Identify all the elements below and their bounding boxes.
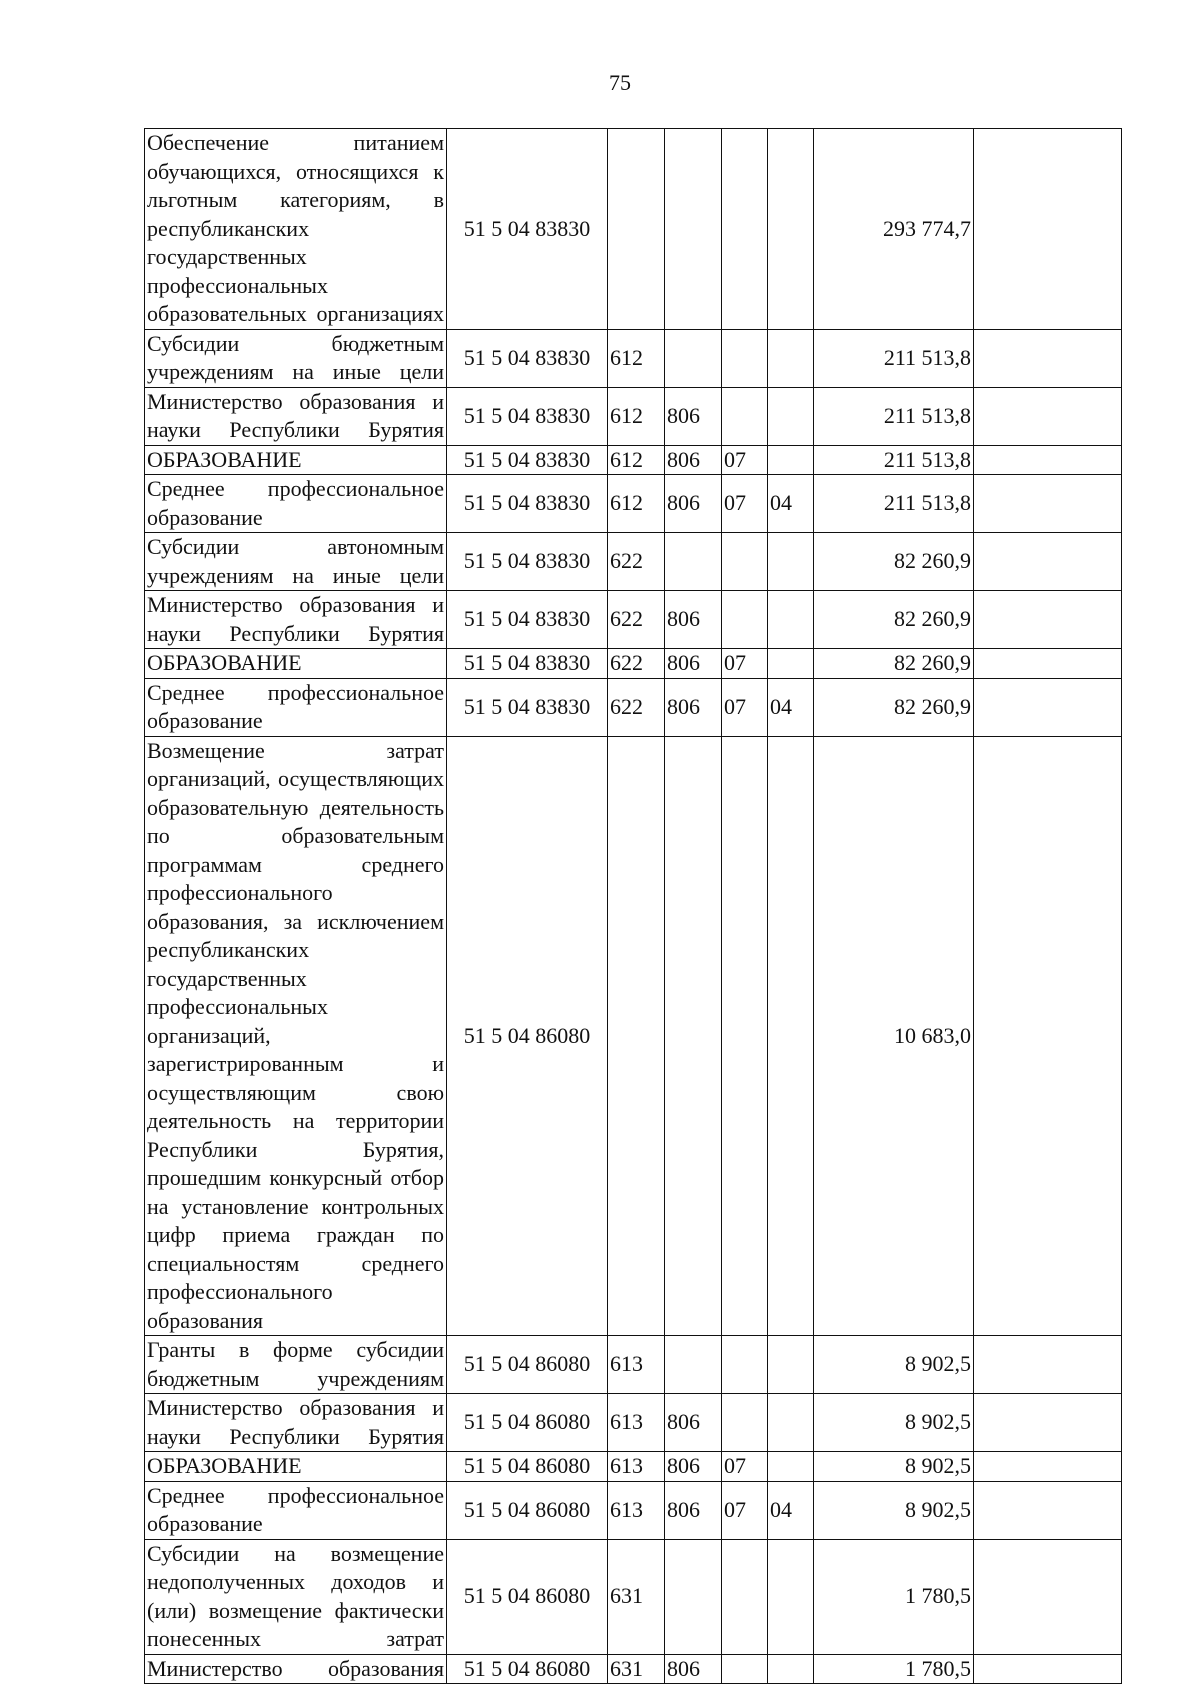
table-row	[145, 1336, 1122, 1394]
row-section-cell: 07	[722, 649, 768, 679]
row-target-article-cell: 51 5 04 83830	[447, 591, 608, 649]
row-target-article-cell: 51 5 04 83830	[447, 387, 608, 445]
row-name-cell: ОБРАЗОВАНИЕ	[145, 445, 447, 475]
row-section-cell: 07	[722, 475, 768, 533]
row-name-cell: Обеспечение питанием обучающихся, относящихся к льготным категориям, в республиканских государственных профессиональных образовательных организациях	[145, 129, 447, 330]
row-extra-cell	[974, 445, 1122, 475]
row-expense-type-cell: 631	[608, 1654, 665, 1684]
page-number: 75	[609, 70, 631, 95]
table-row	[145, 678, 1122, 736]
row-target-article-cell: 51 5 04 83830	[447, 533, 608, 591]
row-amount-cell: 1 780,5	[814, 1539, 974, 1654]
row-name-cell: ОБРАЗОВАНИЕ	[145, 649, 447, 679]
row-amount-cell: 82 260,9	[814, 649, 974, 679]
row-amount-cell: 211 513,8	[814, 329, 974, 387]
row-subsection-cell	[768, 445, 814, 475]
row-subsection-cell: 04	[768, 678, 814, 736]
row-name-cell: Субсидии автономным учреждениям на иные цели	[145, 533, 447, 591]
row-amount-cell: 8 902,5	[814, 1394, 974, 1452]
row-name-cell: Среднее профессиональное образование	[145, 1481, 447, 1539]
row-section-cell: 07	[722, 1481, 768, 1539]
row-section-cell	[722, 129, 768, 330]
row-target-article-cell: 51 5 04 83830	[447, 649, 608, 679]
row-section-cell	[722, 387, 768, 445]
row-expense-type-cell: 612	[608, 475, 665, 533]
row-amount-cell: 8 902,5	[814, 1452, 974, 1482]
row-expense-type-cell: 622	[608, 649, 665, 679]
row-administrator-cell	[665, 1539, 722, 1654]
table-row	[145, 329, 1122, 387]
row-extra-cell	[974, 591, 1122, 649]
row-name-cell: Субсидии бюджетным учреждениям на иные цели	[145, 329, 447, 387]
row-administrator-cell	[665, 736, 722, 1336]
budget-table	[144, 128, 1122, 1684]
row-administrator-cell	[665, 1336, 722, 1394]
row-extra-cell	[974, 475, 1122, 533]
row-extra-cell	[974, 1394, 1122, 1452]
row-extra-cell	[974, 387, 1122, 445]
row-administrator-cell: 806	[665, 678, 722, 736]
row-extra-cell	[974, 678, 1122, 736]
row-administrator-cell: 806	[665, 649, 722, 679]
row-extra-cell	[974, 649, 1122, 679]
table-row	[145, 591, 1122, 649]
row-administrator-cell: 806	[665, 1452, 722, 1482]
row-subsection-cell	[768, 329, 814, 387]
row-administrator-cell	[665, 533, 722, 591]
row-expense-type-cell: 631	[608, 1539, 665, 1654]
row-section-cell	[722, 329, 768, 387]
row-administrator-cell: 806	[665, 1654, 722, 1684]
row-target-article-cell: 51 5 04 86080	[447, 736, 608, 1336]
row-administrator-cell: 806	[665, 591, 722, 649]
row-administrator-cell	[665, 129, 722, 330]
row-section-cell	[722, 1336, 768, 1394]
row-expense-type-cell: 612	[608, 329, 665, 387]
row-amount-cell: 293 774,7	[814, 129, 974, 330]
row-subsection-cell	[768, 1394, 814, 1452]
table-row	[145, 129, 1122, 330]
row-expense-type-cell	[608, 129, 665, 330]
row-amount-cell: 10 683,0	[814, 736, 974, 1336]
row-target-article-cell: 51 5 04 83830	[447, 445, 608, 475]
row-name-cell: Среднее профессиональное образование	[145, 475, 447, 533]
row-target-article-cell: 51 5 04 86080	[447, 1336, 608, 1394]
row-name-cell: Гранты в форме субсидии бюджетным учреждениям	[145, 1336, 447, 1394]
row-extra-cell	[974, 1481, 1122, 1539]
row-amount-cell: 82 260,9	[814, 678, 974, 736]
row-administrator-cell: 806	[665, 445, 722, 475]
row-target-article-cell: 51 5 04 86080	[447, 1452, 608, 1482]
row-name-cell: Министерство образования и науки Республики Бурятия	[145, 1394, 447, 1452]
row-extra-cell	[974, 1452, 1122, 1482]
table-row	[145, 1394, 1122, 1452]
table-row	[145, 533, 1122, 591]
row-name-cell: Возмещение затрат организаций, осуществляющих образовательную деятельность по образовательным программам среднего профессионального образования, за исключением республиканских государственных профессиональных организаций, зарегистрированным и осуществляющим свою деятельность на территории Республики Бурятия, прошедшим конкурсный отбор на установление контрольных цифр приема граждан по специальностям среднего профессионального образования	[145, 736, 447, 1336]
row-section-cell	[722, 736, 768, 1336]
row-name-cell: ОБРАЗОВАНИЕ	[145, 1452, 447, 1482]
row-name-cell: Министерство образования и науки Республики Бурятия	[145, 387, 447, 445]
row-amount-cell: 8 902,5	[814, 1481, 974, 1539]
row-section-cell: 07	[722, 678, 768, 736]
row-section-cell	[722, 591, 768, 649]
table-body	[145, 129, 1122, 1684]
row-extra-cell	[974, 1654, 1122, 1684]
table-row	[145, 387, 1122, 445]
row-expense-type-cell	[608, 736, 665, 1336]
row-section-cell	[722, 1539, 768, 1654]
row-subsection-cell	[768, 649, 814, 679]
row-target-article-cell: 51 5 04 86080	[447, 1394, 608, 1452]
table-row	[145, 649, 1122, 679]
table-row	[145, 1654, 1122, 1684]
row-expense-type-cell: 613	[608, 1452, 665, 1482]
row-subsection-cell	[768, 1654, 814, 1684]
table-row	[145, 1452, 1122, 1482]
row-expense-type-cell: 613	[608, 1481, 665, 1539]
table-row	[145, 1481, 1122, 1539]
row-amount-cell: 211 513,8	[814, 445, 974, 475]
row-extra-cell	[974, 329, 1122, 387]
row-administrator-cell: 806	[665, 475, 722, 533]
row-subsection-cell	[768, 129, 814, 330]
row-subsection-cell	[768, 1452, 814, 1482]
row-administrator-cell	[665, 329, 722, 387]
row-section-cell	[722, 1654, 768, 1684]
row-target-article-cell: 51 5 04 86080	[447, 1539, 608, 1654]
row-section-cell	[722, 533, 768, 591]
row-expense-type-cell: 622	[608, 678, 665, 736]
row-amount-cell: 82 260,9	[814, 533, 974, 591]
row-target-article-cell: 51 5 04 83830	[447, 129, 608, 330]
table-row	[145, 475, 1122, 533]
row-administrator-cell: 806	[665, 387, 722, 445]
row-section-cell: 07	[722, 445, 768, 475]
table-row	[145, 445, 1122, 475]
row-amount-cell: 8 902,5	[814, 1336, 974, 1394]
row-administrator-cell: 806	[665, 1394, 722, 1452]
row-section-cell: 07	[722, 1452, 768, 1482]
row-target-article-cell: 51 5 04 83830	[447, 329, 608, 387]
row-target-article-cell: 51 5 04 83830	[447, 678, 608, 736]
row-subsection-cell	[768, 533, 814, 591]
row-name-cell: Субсидии на возмещение недополученных доходов и (или) возмещение фактически понесенных затрат	[145, 1539, 447, 1654]
row-name-cell: Министерство образования и науки Республики Бурятия	[145, 591, 447, 649]
row-administrator-cell: 806	[665, 1481, 722, 1539]
row-amount-cell: 211 513,8	[814, 387, 974, 445]
row-subsection-cell	[768, 387, 814, 445]
row-subsection-cell	[768, 591, 814, 649]
row-extra-cell	[974, 736, 1122, 1336]
row-subsection-cell	[768, 1539, 814, 1654]
row-extra-cell	[974, 129, 1122, 330]
row-subsection-cell	[768, 1336, 814, 1394]
table-row	[145, 1539, 1122, 1654]
row-subsection-cell: 04	[768, 475, 814, 533]
row-section-cell	[722, 1394, 768, 1452]
row-extra-cell	[974, 1539, 1122, 1654]
row-amount-cell: 82 260,9	[814, 591, 974, 649]
row-amount-cell: 211 513,8	[814, 475, 974, 533]
row-expense-type-cell: 613	[608, 1394, 665, 1452]
row-expense-type-cell: 622	[608, 591, 665, 649]
row-expense-type-cell: 622	[608, 533, 665, 591]
row-target-article-cell: 51 5 04 86080	[447, 1654, 608, 1684]
row-expense-type-cell: 613	[608, 1336, 665, 1394]
row-name-cell: Среднее профессиональное образование	[145, 678, 447, 736]
row-subsection-cell	[768, 736, 814, 1336]
row-extra-cell	[974, 1336, 1122, 1394]
row-name-cell: Министерство образования	[145, 1654, 447, 1684]
row-target-article-cell: 51 5 04 83830	[447, 475, 608, 533]
row-amount-cell: 1 780,5	[814, 1654, 974, 1684]
row-subsection-cell: 04	[768, 1481, 814, 1539]
row-target-article-cell: 51 5 04 86080	[447, 1481, 608, 1539]
row-expense-type-cell: 612	[608, 445, 665, 475]
table-row	[145, 736, 1122, 1336]
row-expense-type-cell: 612	[608, 387, 665, 445]
row-extra-cell	[974, 533, 1122, 591]
